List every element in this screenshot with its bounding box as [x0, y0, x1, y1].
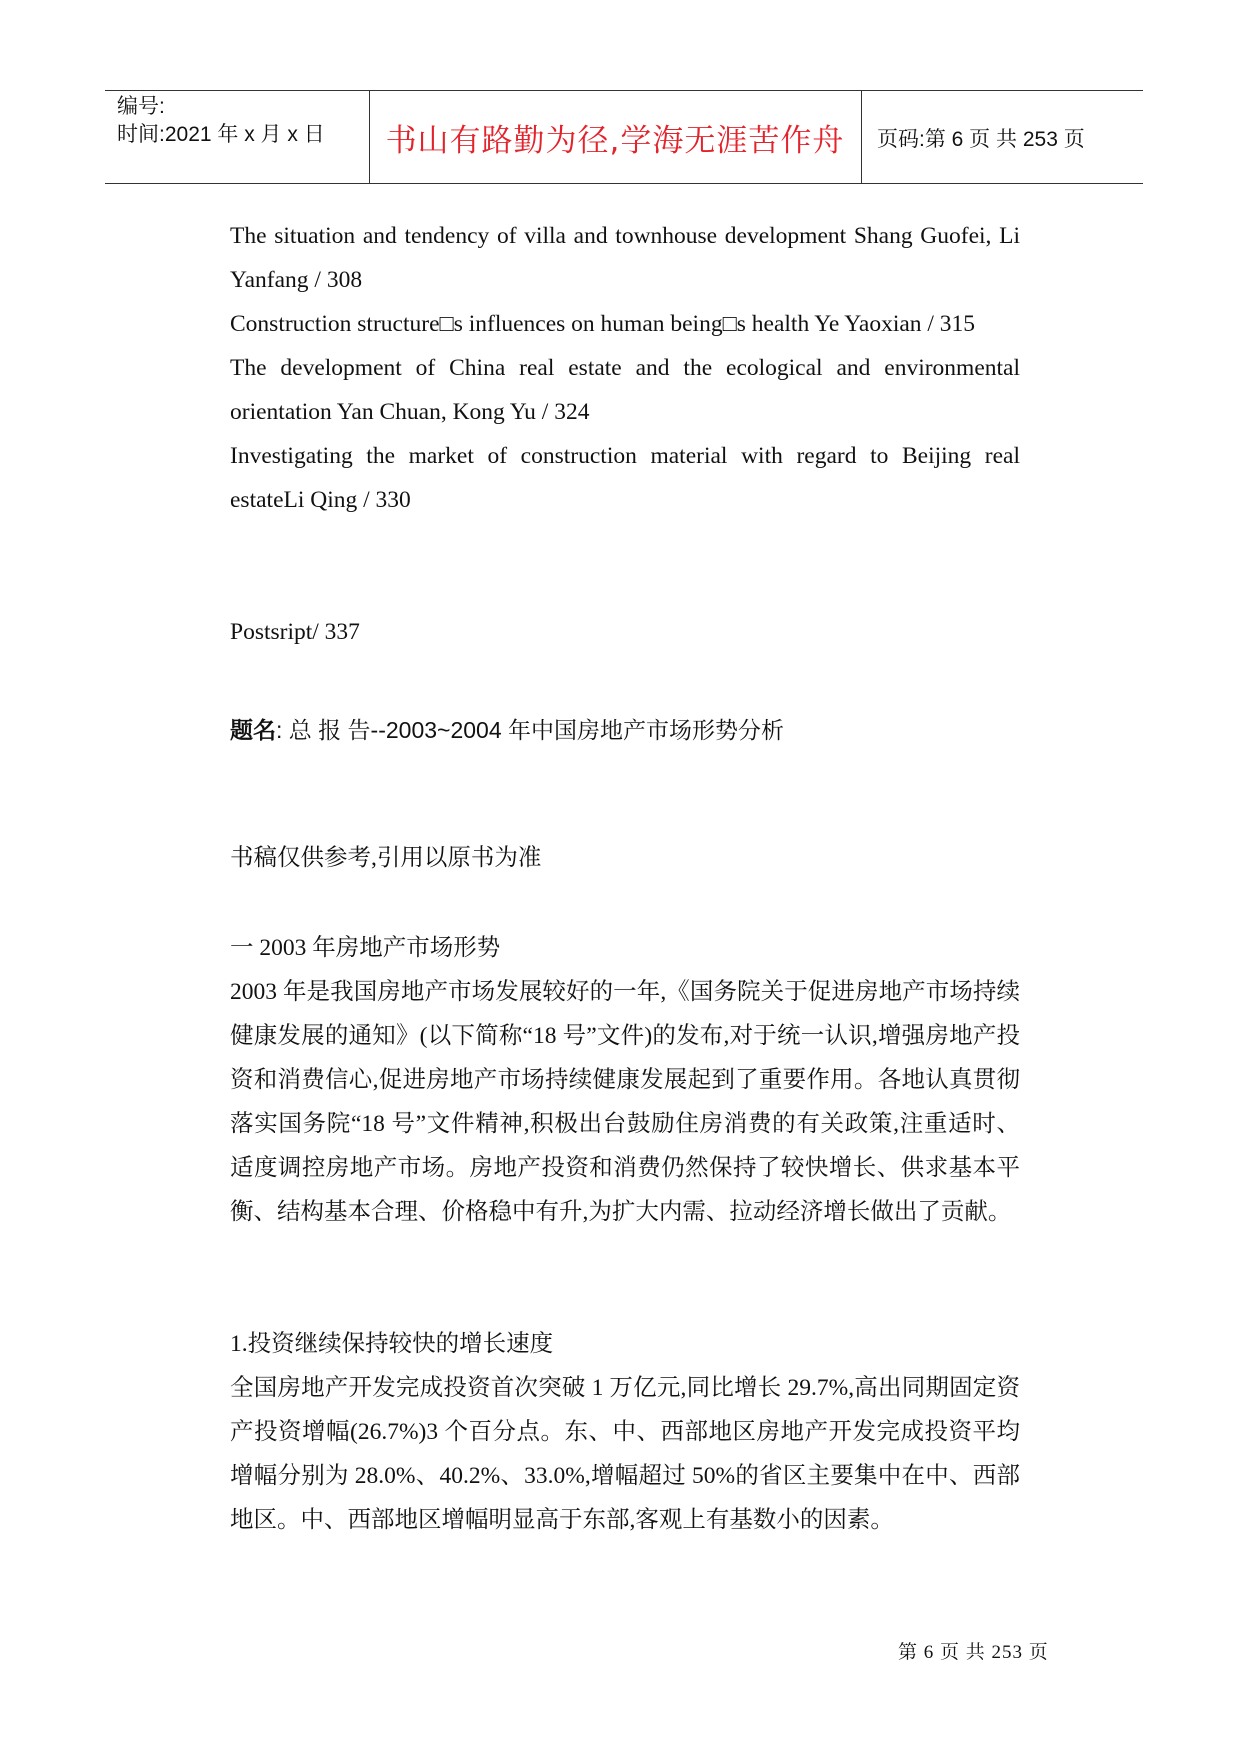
postscript-block — [230, 610, 1020, 654]
reference-item: The situation and tendency of villa and townhouse development Shang Guofei, Li Yanfang / 308 — [230, 223, 1020, 293]
header-divider — [861, 91, 862, 183]
section-heading: 1.投资继续保持较快的增长速度 — [230, 1331, 554, 1357]
section-paragraph: 2003 年是我国房地产市场发展较好的一年,《国务院关于促进房地产市场持续健康发展的通知》(以下简称“18 号”文件)的发布,对于统一认识,增强房地产投资和消费信心,促进房地产市场持续健康发展起到了重要作用。各地认真贯彻落实国务院“18 号”文件精神,积极出台鼓励住房消费的有关政策,注重适时、适度调控房地产市场。房地产投资和消费仍然保持了较快增长、供求基本平衡、结构基本合理、价格稳中有升,为扩大内需、拉动经济增长做出了贡献。 — [230, 979, 1020, 1225]
section-investment-growth — [230, 1322, 1020, 1542]
postscript: Postsript/ 337 — [230, 619, 360, 645]
code-label: 编号: — [117, 95, 165, 118]
reference-item: The development of China real estate and the ecological and environmental orientation Yan Chuan, Kong Yu / 324 — [230, 355, 1020, 425]
references-list — [230, 214, 1020, 522]
reference-item: Construction structure□s influences on human being□s health Ye Yaoxian / 315 — [230, 311, 976, 337]
header-motto: 书山有路勤为径,学海无涯苦作舟 — [385, 123, 845, 159]
header-meta — [117, 93, 367, 149]
time-label: 时间:2021 年 x 月 x 日 — [117, 123, 325, 146]
header-page-number: 页码:第 6 页 共 253 页 — [877, 128, 1085, 151]
section-heading: 一 2003 年房地产市场形势 — [230, 935, 501, 961]
title-label: 题名 — [230, 717, 276, 743]
document-title — [230, 712, 784, 745]
title-text: : 总 报 告--2003~2004 年中国房地产市场形势分析 — [276, 717, 785, 743]
section-paragraph: 全国房地产开发完成投资首次突破 1 万亿元,同比增长 29.7%,高出同期固定资产投资增幅(26.7%)3 个百分点。东、中、西部地区房地产开发完成投资平均增幅分别为 28.0%、40.2%、33.0%,增幅超过 50%的省区主要集中在中、西部地区。中、西部地区增幅明显高于东部,客观上有基数小的因素。 — [230, 1375, 1020, 1533]
page-header — [105, 90, 1143, 184]
section-market-situation — [230, 926, 1020, 1234]
reference-item: Investigating the market of construction material with regard to Beijing real estateLi Qing / 330 — [230, 443, 1020, 513]
note-block — [230, 836, 1020, 880]
reference-note: 书稿仅供参考,引用以原书为准 — [230, 845, 542, 871]
page-footer: 第 6 页 共 253 页 — [898, 1642, 1049, 1663]
